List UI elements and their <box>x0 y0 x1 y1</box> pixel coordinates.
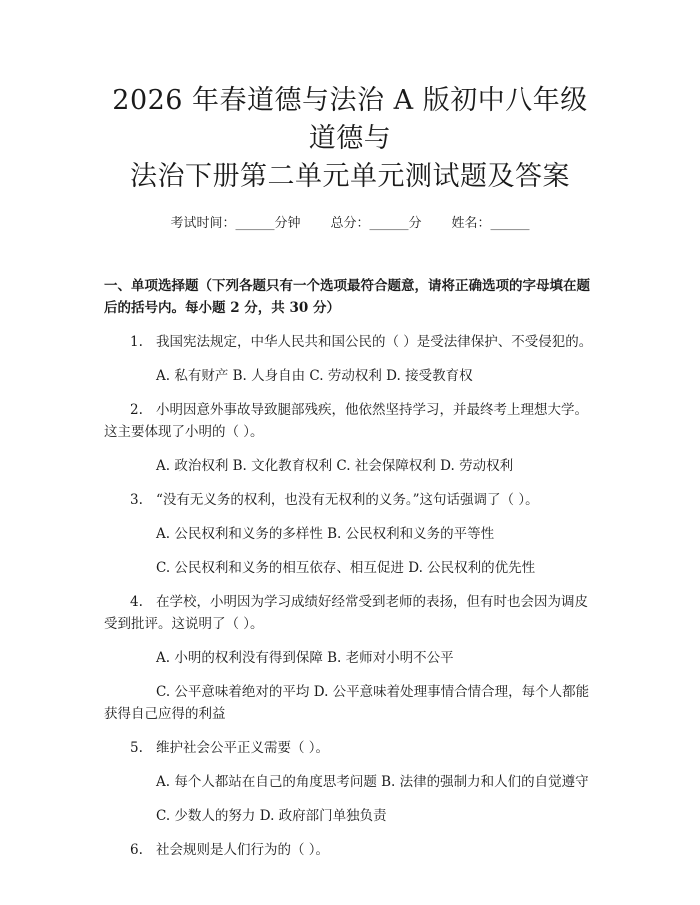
question-5-options: A. 每个人都站在自己的角度思考问题 B. 法律的强制力和人们的自觉遵守 <box>156 774 589 790</box>
question-2-options: A. 政治权利 B. 文化教育权利 C. 社会保障权利 D. 劳动权利 <box>156 458 514 474</box>
title-line-1: 2026 年春道德与法治 A 版初中八年级道德与 <box>112 85 588 154</box>
question-list <box>104 331 596 861</box>
question-text: 在学校，小明因为学习成绩好经常受到老师的表扬，但有时也会因为调皮受到批评。这说明了（ ）。 <box>104 594 588 632</box>
title-line-2: 法治下册第二单元单元测试题及答案 <box>130 161 570 192</box>
question-3-options: A. 公民权利和义务的多样性 B. 公民权利和义务的平等性 <box>156 526 495 542</box>
document-title <box>104 82 596 196</box>
section-header: 一、单项选择题（下列各题只有一个选项最符合题意，请将正确选项的字母填在题后的括号内。每小题 2 分，共 30 分） <box>104 278 590 316</box>
exam-meta <box>104 212 596 231</box>
question-text: 小明因意外事故导致腿部残疾，他依然坚持学习，并最终考上理想大学。这主要体现了小明的（ ）。 <box>104 402 588 440</box>
question-1 <box>104 331 596 353</box>
question-number: 6. <box>130 842 143 858</box>
question-5-options: C. 少数人的努力 D. 政府部门单独负责 <box>156 808 387 824</box>
question-text: “没有无义务的权利，也没有无权利的义务。”这句话强调了（ ）。 <box>156 492 539 508</box>
question-number: 3. <box>130 492 143 508</box>
exam-score: 总分：______分 <box>330 216 422 231</box>
question-3 <box>104 489 596 511</box>
question-4-options: C. 公平意味着绝对的平均 D. 公平意味着处理事情合情合理，每个人都能获得自己应得的利益 <box>104 684 590 722</box>
question-number: 4. <box>130 594 143 610</box>
question-6 <box>104 839 596 861</box>
question-4 <box>104 591 596 635</box>
question-1-options: A. 私有财产 B. 人身自由 C. 劳动权利 D. 接受教育权 <box>156 368 473 384</box>
question-text: 我国宪法规定，中华人民共和国公民的（ ）是受法律保护、不受侵犯的。 <box>156 334 593 350</box>
question-number: 2. <box>130 402 143 418</box>
question-text: 社会规则是人们行为的（ ）。 <box>156 842 330 858</box>
exam-time: 考试时间：______分钟 <box>170 216 301 231</box>
question-text: 维护社会公平正义需要（ ）。 <box>156 740 330 756</box>
question-2 <box>104 399 596 443</box>
question-number: 1. <box>130 334 143 350</box>
question-number: 5. <box>130 740 143 756</box>
question-4-options: A. 小明的权利没有得到保障 B. 老师对小明不公平 <box>156 650 454 666</box>
question-3-options: C. 公民权利和义务的相互依存、相互促进 D. 公民权利的优先性 <box>156 560 536 576</box>
student-name: 姓名：______ <box>451 216 530 231</box>
question-5 <box>104 737 596 759</box>
